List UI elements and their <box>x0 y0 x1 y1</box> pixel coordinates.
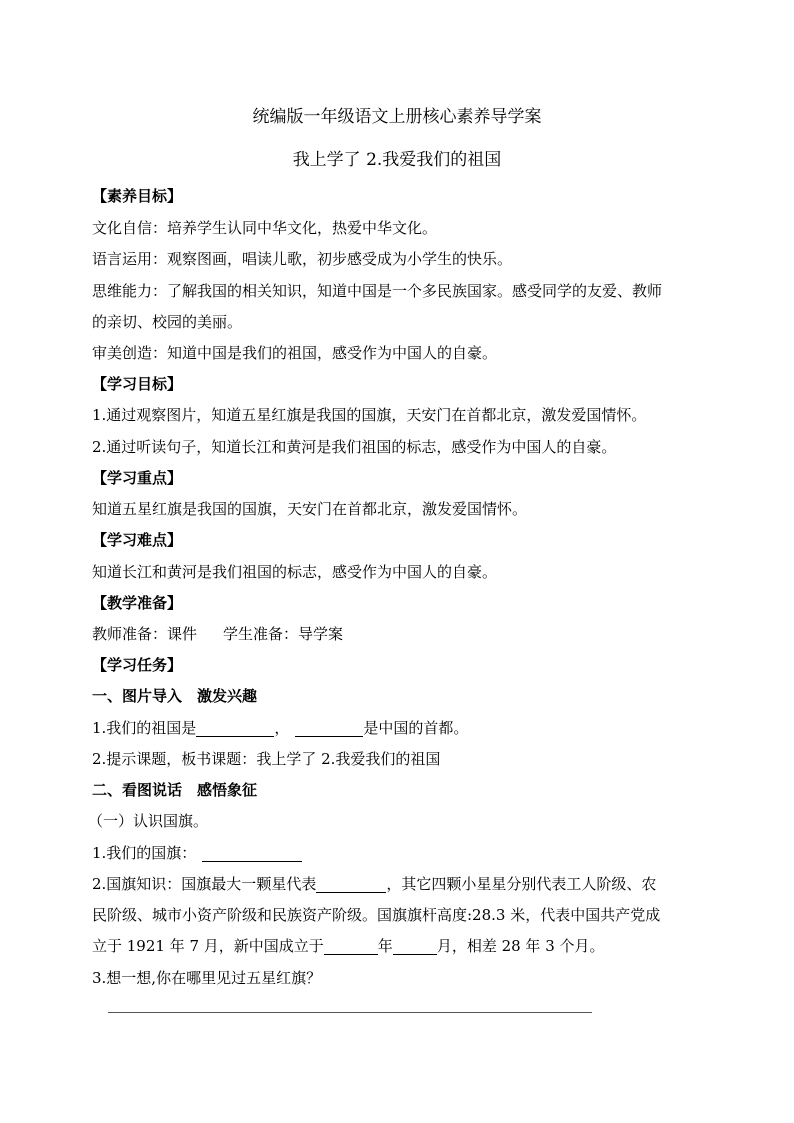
answer-blank-flag[interactable] <box>202 845 302 862</box>
student-preparation: 学生准备：导学案 <box>223 625 344 643</box>
learning-goal-1: 1.通过观察图片，知道五星红旗是我国的国旗，天安门在首都北京，激发爱国情怀。 <box>92 406 647 424</box>
key-point-heading: 【学习重点】 <box>92 469 183 487</box>
answer-line[interactable] <box>108 1012 592 1013</box>
question-topic: 2.提示课题，板书课题：我上学了 2.我爱我们的祖国 <box>92 750 441 768</box>
goal-thinking-line2: 的亲切、校园的美丽。 <box>92 313 243 331</box>
key-point-text: 知道五星红旗是我国的国旗，天安门在首都北京，激发爱国情怀。 <box>92 500 528 518</box>
flag-knowledge-line3: 立于 1921 年 7 月，新中国成立于 年 月，相差 28 年 3 个月。 <box>92 937 605 955</box>
question-flag-name: 1.我们的国旗： <box>92 844 712 862</box>
lesson-title: 我上学了 2.我爱我们的祖国 <box>292 150 502 170</box>
part1-heading: 一、图片导入 激发兴趣 <box>92 687 258 705</box>
learning-goals-heading: 【学习目标】 <box>92 375 183 393</box>
question-motherland: 1.我们的祖国是 ， 是中国的首都。 <box>92 719 469 737</box>
difficulty-text: 知道长江和黄河是我们祖国的标志，感受作为中国人的自豪。 <box>92 563 498 581</box>
difficulty-heading: 【学习难点】 <box>92 531 183 549</box>
tasks-heading: 【学习任务】 <box>92 656 183 674</box>
question-where-seen-flag: 3.想一想,你在哪里见过五星红旗？ <box>92 969 322 987</box>
goal-aesthetic: 审美创造：知道中国是我们的祖国，感受作为中国人的自豪。 <box>92 344 498 362</box>
subsection-flag: （一）认识国旗。 <box>88 812 209 830</box>
answer-blank-country[interactable] <box>196 720 274 737</box>
flag-knowledge-line2: 民阶级、城市小资产阶级和民族资产阶级。国旗旗杆高度:28.3 米，代表中国共产党成 <box>92 906 661 924</box>
preparation-heading: 【教学准备】 <box>92 594 183 612</box>
teacher-preparation: 教师准备：课件 <box>92 625 198 643</box>
flag-knowledge-line1: 2.国旗知识：国旗最大一颗星代表 ，其它四颗小星星分别代表工人阶级、农 <box>92 875 657 893</box>
goal-thinking-line1: 思维能力：了解我国的相关知识，知道中国是一个多民族国家。感受同学的友爱、教师 <box>92 282 663 300</box>
document-title: 统编版一年级语文上册核心素养导学案 <box>252 107 542 127</box>
answer-blank-big-star[interactable] <box>316 876 386 893</box>
goal-language: 语言运用：观察图画，唱读儿歌，初步感受成为小学生的快乐。 <box>92 250 513 268</box>
answer-blank-capital[interactable] <box>295 720 363 737</box>
part2-heading: 二、看图说话 感悟象征 <box>92 781 258 799</box>
goal-culture: 文化自信：培养学生认同中华文化，热爱中华文化。 <box>92 219 438 237</box>
answer-blank-year[interactable] <box>324 938 378 955</box>
learning-goal-2: 2.通过听读句子，知道长江和黄河是我们祖国的标志，感受作为中国人的自豪。 <box>92 438 617 456</box>
preparation-line <box>92 625 712 643</box>
answer-blank-month[interactable] <box>393 938 437 955</box>
goals-heading: 【素养目标】 <box>92 187 183 205</box>
